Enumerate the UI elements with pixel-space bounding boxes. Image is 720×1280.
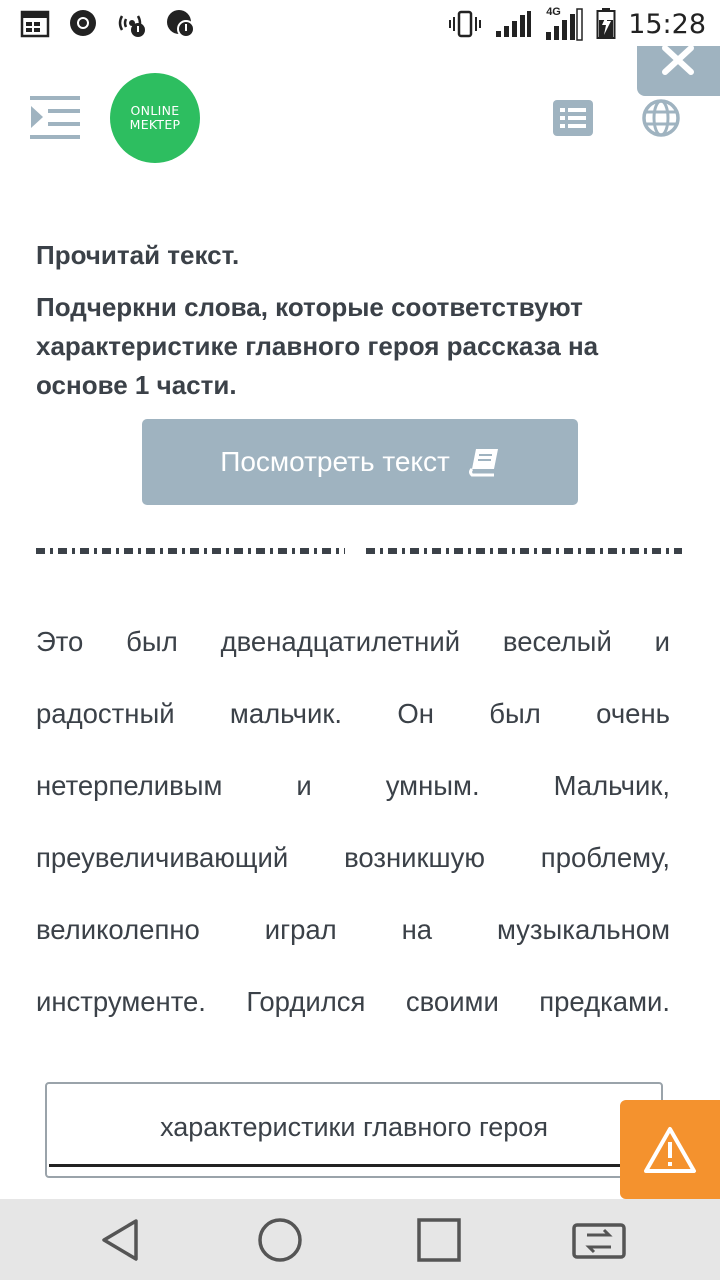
battery-charging-icon: [596, 8, 616, 40]
menu-button[interactable]: [28, 94, 82, 142]
menu-indent-icon: [28, 94, 82, 142]
switch-apps-button[interactable]: [571, 1217, 627, 1263]
network-type-label: 4G: [546, 6, 561, 18]
language-button[interactable]: [641, 98, 681, 138]
divider-gap: [345, 540, 363, 560]
dual-window-icon: [571, 1217, 627, 1263]
vibrate-icon: [448, 9, 482, 39]
book-icon: [468, 447, 500, 477]
online-mektep-logo[interactable]: [110, 73, 200, 163]
network-indicator: [544, 6, 584, 42]
system-nav-bar: [0, 1199, 720, 1280]
status-bar: [0, 0, 720, 50]
logo-text-line2: MEKTEP: [129, 117, 181, 132]
home-icon: [257, 1217, 303, 1263]
clock: 15:28: [628, 8, 706, 40]
back-button[interactable]: [98, 1217, 144, 1263]
passage-line[interactable]: инструменте. Гордился своими предками.: [36, 986, 670, 1017]
answer-option[interactable]: [45, 1082, 663, 1178]
task-list-button[interactable]: [553, 100, 593, 136]
recents-button[interactable]: [416, 1217, 462, 1263]
task-description: Подчеркни слова, которые соответствуют характеристике главного героя рассказа на основе 1 части.: [36, 292, 599, 400]
system-icons: [448, 6, 706, 42]
globe-icon: [641, 98, 681, 138]
answer-option-label: характеристики главного героя: [160, 1112, 548, 1142]
passage-line[interactable]: радостный мальчик. Он был очень: [36, 698, 670, 729]
passage-line[interactable]: Это был двенадцатилетний веселый и: [36, 626, 670, 657]
signal-icon: [494, 9, 532, 39]
task-title: Прочитай текст.: [36, 240, 240, 270]
notification-icons: [20, 8, 196, 38]
answer-underline: [49, 1164, 659, 1167]
view-text-button[interactable]: [142, 419, 578, 505]
list-icon: [553, 100, 593, 136]
logo-text-line1: ONLINE: [130, 103, 180, 118]
chrome-icon: [68, 8, 98, 38]
back-icon: [98, 1217, 144, 1263]
passage-line[interactable]: преувеличивающий возникшую проблему,: [36, 842, 670, 873]
warning-icon: [643, 1126, 697, 1174]
passage-line[interactable]: великолепно играл на музыкальном: [36, 914, 670, 945]
calendar-icon: [20, 8, 50, 38]
passage-line[interactable]: нетерпеливым и умным. Мальчик,: [36, 770, 670, 801]
reading-passage: [36, 606, 670, 1038]
app-alert-icon: [166, 8, 196, 38]
report-problem-button[interactable]: [620, 1100, 720, 1199]
home-button[interactable]: [257, 1217, 303, 1263]
app-header: [0, 60, 720, 180]
recents-icon: [416, 1217, 462, 1263]
hotspot-alert-icon: [116, 8, 148, 38]
view-text-button-label: Посмотреть текст: [220, 446, 450, 477]
